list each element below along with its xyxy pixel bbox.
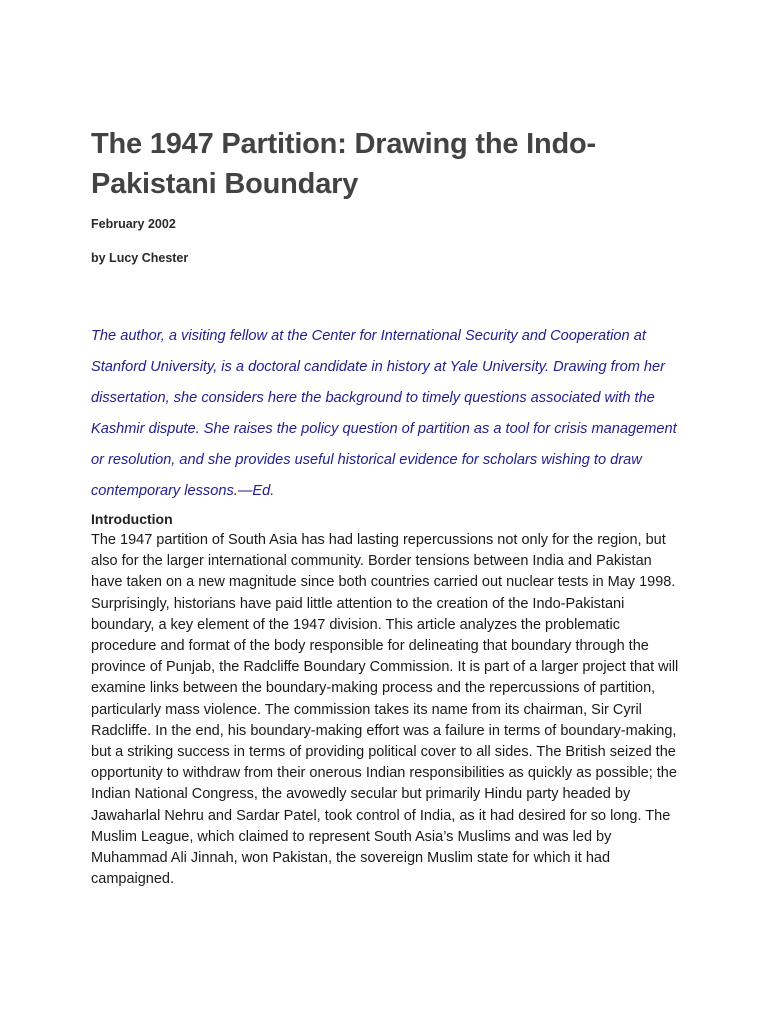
article-title: The 1947 Partition: Drawing the Indo-Pakistani Boundary <box>91 128 596 200</box>
article-abstract: The author, a visiting fellow at the Center for International Security and Cooperation at Stanford University, is a doctoral candidate in history at Yale University. Drawing from her dissertation, she considers here the background to timely questions associated with the Kashmir dispute. She raises the policy question of partition as a tool for crisis management or resolution, and she provides useful historical evidence for scholars wishing to draw contemporary lessons.—Ed. <box>91 328 677 499</box>
article-date: February 2002 <box>91 217 176 231</box>
article-body-paragraph: The 1947 partition of South Asia has had lasting repercussions not only for the region, but also for the larger international community. Border tensions between India and Pakistan have taken on a new magnitude since both countries carried out nuclear tests in May 1998. Surprisingly, historians have paid little attention to the creation of the Indo-Pakistani boundary, a key element of the 1947 division. This article analyzes the problematic procedure and format of the body responsible for delineating that boundary through the province of Punjab, the Radcliffe Boundary Commission. It is part of a larger project that will examine links between the boundary-making process and the repercussions of partition, particularly mass violence. The commission takes its name from its chairman, Sir Cyril Radcliffe. In the end, his boundary-making effort was a failure in terms of boundary-making, but a striking success in terms of providing political cover to all sides. The British seized the opportunity to withdraw from their onerous Indian responsibilities as quickly as possible; the Indian National Congress, the avowedly secular but primarily Hindu party headed by Jawaharlal Nehru and Sardar Patel, took control of India, as it had desired for so long. The Muslim League, which claimed to represent South Asia’s Muslims and was led by Muhammad Ali Jinnah, won Pakistan, the sovereign Muslim state for which it had campaigned. <box>91 532 679 888</box>
article-byline: by Lucy Chester <box>91 251 189 265</box>
section-heading-introduction: Introduction <box>91 511 173 527</box>
